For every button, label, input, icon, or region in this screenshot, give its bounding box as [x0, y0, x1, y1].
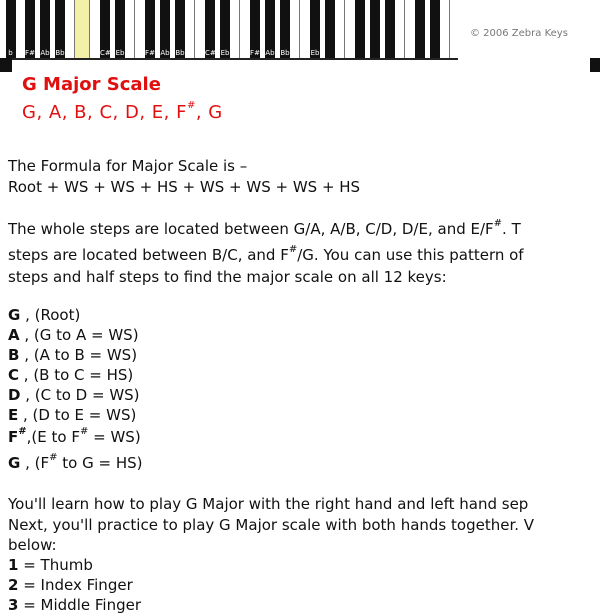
black-key — [6, 0, 16, 58]
formula-expression: Root + WS + WS + HS + WS + WS + WS + HS — [8, 178, 361, 196]
step-text: , (A to B = WS) — [19, 346, 138, 364]
key-label: C# — [100, 49, 111, 57]
sharp-symbol: # — [49, 452, 58, 463]
text: /G. You can use this pattern of — [297, 246, 524, 264]
step-item — [8, 428, 141, 446]
key-label: F# — [250, 49, 260, 57]
decorative-bar-left — [0, 58, 12, 72]
step-note: B — [8, 346, 20, 364]
step-item — [8, 366, 133, 384]
black-key — [310, 0, 320, 58]
copyright-text: © 2006 Zebra Keys — [470, 28, 568, 39]
text: . T — [502, 220, 521, 238]
black-key — [355, 0, 365, 58]
step-item — [8, 306, 80, 324]
step-text: , (C to D = WS) — [20, 386, 140, 404]
step-item — [8, 386, 140, 404]
black-key — [265, 0, 275, 58]
black-key — [145, 0, 155, 58]
text: The whole steps are located between G/A, A/B, C/D, D/E, and E/F — [8, 220, 494, 238]
steps-paragraph-line-1 — [8, 220, 521, 238]
sharp-symbol: # — [186, 100, 196, 111]
black-key — [220, 0, 230, 58]
step-text: , (G to A = WS) — [19, 326, 139, 344]
key-label: Bb — [55, 49, 65, 57]
key-label: Eb — [310, 49, 320, 57]
key-label: Bb — [280, 49, 290, 57]
step-note: G — [8, 454, 21, 472]
finger-item — [8, 576, 133, 594]
page-title: G Major Scale — [22, 74, 161, 95]
black-key — [325, 0, 335, 58]
notes-suffix: , G — [195, 102, 223, 123]
finger-number: 3 — [8, 596, 19, 614]
step-note: D — [8, 386, 21, 404]
black-key — [250, 0, 260, 58]
formula-intro: The Formula for Major Scale is – — [8, 157, 248, 175]
key-label: C# — [205, 49, 216, 57]
finger-item — [8, 556, 93, 574]
step-note: A — [8, 326, 20, 344]
black-key — [100, 0, 110, 58]
sharp-symbol: # — [288, 244, 298, 255]
hands-paragraph-line-3: below: — [8, 536, 57, 554]
black-key — [160, 0, 170, 58]
step-text: , (Root) — [20, 306, 81, 324]
steps-paragraph-line-3: steps and half steps to find the major scale on all 12 keys: — [8, 268, 447, 286]
key-label: Ab — [40, 49, 50, 57]
scale-notes — [22, 102, 223, 123]
step-text: , (F — [20, 454, 50, 472]
key-label: Ab — [265, 49, 275, 57]
black-key — [115, 0, 125, 58]
step-item — [8, 346, 137, 364]
step-note: G — [8, 306, 21, 324]
black-key — [430, 0, 440, 58]
step-text: to G = HS) — [57, 454, 143, 472]
white-key — [75, 0, 90, 58]
sharp-symbol: # — [79, 426, 89, 437]
sharp-symbol: # — [493, 218, 503, 229]
black-key — [25, 0, 35, 58]
sharp-symbol: # — [18, 426, 27, 437]
key-label: Eb — [115, 49, 125, 57]
finger-text: = Index Finger — [18, 576, 133, 594]
step-item — [8, 454, 142, 472]
decorative-bar-right — [590, 58, 600, 72]
black-key — [415, 0, 425, 58]
step-note: E — [8, 406, 19, 424]
step-item — [8, 326, 139, 344]
black-key — [55, 0, 65, 58]
hands-paragraph-line-1: You'll learn how to play G Major with the right hand and left hand sep — [8, 495, 529, 513]
text: steps are located between B/C, and F — [8, 246, 289, 264]
key-label: b — [8, 49, 13, 57]
finger-text: = Middle Finger — [18, 596, 141, 614]
finger-number: 1 — [8, 556, 19, 574]
notes-prefix: G, A, B, C, D, E, F — [22, 102, 187, 123]
step-text: = WS) — [88, 428, 141, 446]
key-label: Ab — [160, 49, 170, 57]
key-label: F# — [145, 49, 155, 57]
step-text: , (B to C = HS) — [19, 366, 134, 384]
black-key — [175, 0, 185, 58]
step-text: ,(E to F — [26, 428, 80, 446]
step-note: C — [8, 366, 20, 384]
black-key — [370, 0, 380, 58]
step-text: , (D to E = WS) — [18, 406, 137, 424]
black-key — [40, 0, 50, 58]
hands-paragraph-line-2: Next, you'll practice to play G Major scale with both hands together. V — [8, 516, 535, 534]
finger-text: = Thumb — [18, 556, 93, 574]
step-item — [8, 406, 136, 424]
steps-paragraph-line-2 — [8, 246, 524, 264]
black-key — [280, 0, 290, 58]
black-key — [385, 0, 395, 58]
step-note: F — [8, 428, 19, 446]
finger-number: 2 — [8, 576, 19, 594]
finger-item — [8, 596, 141, 614]
black-key — [205, 0, 215, 58]
key-label: Eb — [220, 49, 230, 57]
key-label: F# — [25, 49, 35, 57]
key-label: Bb — [175, 49, 185, 57]
